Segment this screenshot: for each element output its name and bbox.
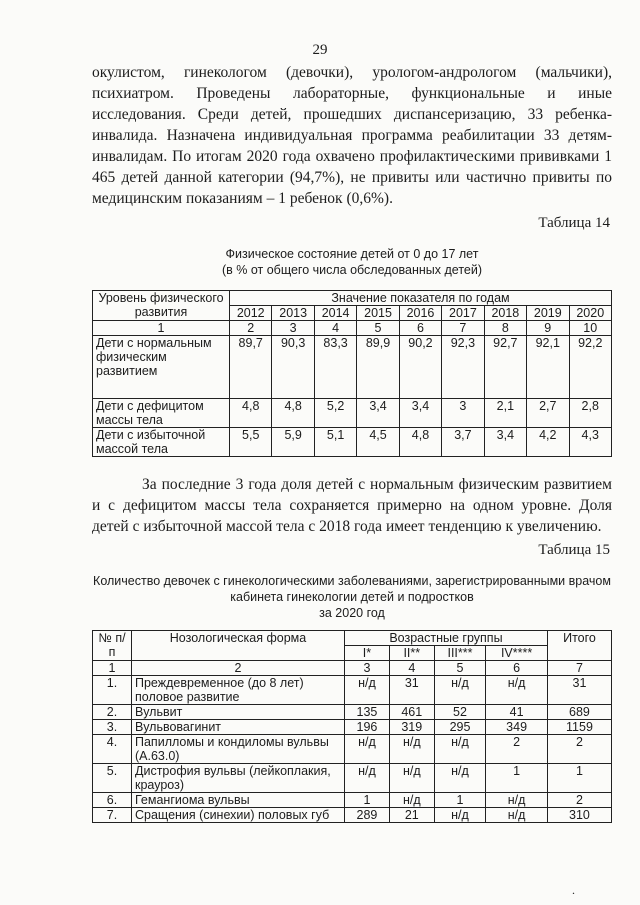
- col-number: 10: [569, 321, 612, 336]
- value-cell: 4,3: [569, 428, 612, 457]
- value-cell: н/д: [389, 793, 434, 808]
- value-cell: н/д: [434, 808, 486, 823]
- value-cell: 92,2: [569, 336, 612, 399]
- value-cell: н/д: [389, 735, 434, 764]
- table-row: [93, 793, 612, 808]
- value-cell: 2: [486, 735, 548, 764]
- row-number: 5.: [93, 764, 132, 793]
- col-number: 2: [132, 661, 345, 676]
- value-cell: 90,3: [272, 336, 314, 399]
- value-cell: н/д: [434, 764, 486, 793]
- year-cell: 2019: [527, 306, 569, 321]
- value-cell: 310: [547, 808, 611, 823]
- value-cell: 319: [389, 720, 434, 735]
- col-number: 1: [93, 661, 132, 676]
- table-row: [93, 676, 612, 705]
- row-number: 1.: [93, 676, 132, 705]
- value-cell: 2,7: [527, 399, 569, 428]
- col-number: 3: [345, 661, 390, 676]
- row-form: Папилломы и кондиломы вульвы (А.63.0): [132, 735, 345, 764]
- year-cell: 2013: [272, 306, 314, 321]
- table-14-colnum-row: [93, 321, 612, 336]
- age-group-cell: IV****: [486, 646, 548, 661]
- col-number: 7: [547, 661, 611, 676]
- value-cell: 4,2: [527, 428, 569, 457]
- table-14: [92, 290, 612, 457]
- value-cell: 289: [345, 808, 390, 823]
- row-label: Дети с избыточной массой тела: [93, 428, 230, 457]
- row-label: Дети с дефицитом массы тела: [93, 399, 230, 428]
- table-row: [93, 399, 612, 428]
- value-cell: 5,5: [230, 428, 272, 457]
- value-cell: н/д: [486, 676, 548, 705]
- value-cell: 92,3: [442, 336, 484, 399]
- value-cell: 31: [547, 676, 611, 705]
- col-number: 6: [399, 321, 441, 336]
- value-cell: 461: [389, 705, 434, 720]
- table-row: [93, 336, 612, 399]
- table-15-title-line-1: Количество девочек с гинекологическими заболеваниями, зарегистрированными врачом: [93, 574, 611, 588]
- table-14-title-line-2: (в % от общего числа обследованных детей): [221, 263, 483, 277]
- value-cell: 52: [434, 705, 486, 720]
- year-cell: 2015: [357, 306, 399, 321]
- row-form: Дистрофия вульвы (лейкоплакия, крауроз): [132, 764, 345, 793]
- row-form: Преждевременное (до 8 лет) половое развитие: [132, 676, 345, 705]
- year-cell: 2017: [442, 306, 484, 321]
- value-cell: 2: [547, 735, 611, 764]
- value-cell: 89,9: [357, 336, 399, 399]
- value-cell: 21: [389, 808, 434, 823]
- value-cell: 135: [345, 705, 390, 720]
- header-level: Уровень физического развития: [93, 291, 230, 321]
- table-15: [92, 630, 612, 823]
- row-form: Гемангиома вульвы: [132, 793, 345, 808]
- age-group-cell: III***: [434, 646, 486, 661]
- table-row: [93, 764, 612, 793]
- table-15-title: [92, 573, 612, 621]
- row-number: 7.: [93, 808, 132, 823]
- value-cell: 3: [442, 399, 484, 428]
- table-row: [93, 428, 612, 457]
- value-cell: 689: [547, 705, 611, 720]
- row-number: 2.: [93, 705, 132, 720]
- col-number: 4: [314, 321, 356, 336]
- value-cell: 92,1: [527, 336, 569, 399]
- value-cell: 4,8: [399, 428, 441, 457]
- value-cell: н/д: [389, 764, 434, 793]
- value-cell: 1: [434, 793, 486, 808]
- value-cell: 2,8: [569, 399, 612, 428]
- value-cell: 2: [547, 793, 611, 808]
- table-15-title-line-3: за 2020 год: [319, 606, 385, 620]
- value-cell: н/д: [345, 735, 390, 764]
- table-row: [93, 735, 612, 764]
- header-form: Нозологическая форма: [132, 631, 345, 661]
- value-cell: 4,5: [357, 428, 399, 457]
- value-cell: 41: [486, 705, 548, 720]
- value-cell: 349: [486, 720, 548, 735]
- value-cell: 31: [389, 676, 434, 705]
- col-number: 2: [230, 321, 272, 336]
- row-number: 4.: [93, 735, 132, 764]
- col-number: 1: [93, 321, 230, 336]
- value-cell: н/д: [486, 793, 548, 808]
- value-cell: 4,8: [272, 399, 314, 428]
- header-num: № п/п: [93, 631, 132, 661]
- age-group-cell: II**: [389, 646, 434, 661]
- header-age-groups: Возрастные группы: [345, 631, 548, 646]
- value-cell: 1159: [547, 720, 611, 735]
- page-number: 29: [312, 42, 328, 58]
- value-cell: 4,8: [230, 399, 272, 428]
- col-number: 5: [434, 661, 486, 676]
- col-number: 3: [272, 321, 314, 336]
- value-cell: 3,7: [442, 428, 484, 457]
- table-15-header-row: [93, 631, 612, 646]
- age-group-cell: I*: [345, 646, 390, 661]
- year-cell: 2016: [399, 306, 441, 321]
- header-values-by-year: Значение показателя по годам: [230, 291, 612, 306]
- table-15-title-line-2: кабинета гинекологии детей и подростков: [230, 590, 474, 604]
- year-cell: 2012: [230, 306, 272, 321]
- year-cell: 2014: [314, 306, 356, 321]
- row-form: Вульвовагинит: [132, 720, 345, 735]
- value-cell: 5,9: [272, 428, 314, 457]
- col-number: 4: [389, 661, 434, 676]
- value-cell: 295: [434, 720, 486, 735]
- year-cell: 2018: [484, 306, 526, 321]
- paragraph-1: окулистом, гинекологом (девочки), урологом-андрологом (мальчики), психиатром. Проведены лабораторные, функциональные и иные исследования. Среди детей, прошедших диспансеризацию, 33 ребенка-инвалида. Назначена индивидуальная программа реабилитации 33 детям-инвалидам. По итогам 2020 года охвачено профилактическими прививками 1 465 детей данной категории (94,7%), не привиты или частично привиты по медицинским показаниям – 1 ребенок (0,6%).: [92, 64, 612, 207]
- col-number: 5: [357, 321, 399, 336]
- table-14-label: Таблица 14: [538, 215, 610, 231]
- table-row: [93, 808, 612, 823]
- col-number: 7: [442, 321, 484, 336]
- value-cell: 3,4: [399, 399, 441, 428]
- footer-mark: .: [572, 883, 575, 897]
- value-cell: 2,1: [484, 399, 526, 428]
- year-cell: 2020: [569, 306, 612, 321]
- value-cell: 1: [486, 764, 548, 793]
- table-15-label: Таблица 15: [538, 542, 610, 558]
- value-cell: 92,7: [484, 336, 526, 399]
- table-row: [93, 705, 612, 720]
- table-14-title-line-1: Физическое состояние детей от 0 до 17 лет: [225, 247, 479, 261]
- table-14-header-row: [93, 291, 612, 306]
- row-form: Сращения (синехии) половых губ: [132, 808, 345, 823]
- row-form: Вульвит: [132, 705, 345, 720]
- value-cell: 90,2: [399, 336, 441, 399]
- table-row: [93, 720, 612, 735]
- value-cell: 3,4: [357, 399, 399, 428]
- col-number: 8: [484, 321, 526, 336]
- value-cell: 89,7: [230, 336, 272, 399]
- col-number: 6: [486, 661, 548, 676]
- value-cell: 196: [345, 720, 390, 735]
- paragraph-2: За последние 3 года доля детей с нормальным физическим развитием и с дефицитом массы тела сохраняется примерно на одном уровне. Доля детей с избыточной массой тела с 2018 года имеет тенденцию к увеличению.: [92, 476, 612, 535]
- value-cell: 1: [547, 764, 611, 793]
- value-cell: н/д: [486, 808, 548, 823]
- value-cell: н/д: [345, 676, 390, 705]
- row-number: 3.: [93, 720, 132, 735]
- header-total: Итого: [547, 631, 611, 661]
- value-cell: 3,4: [484, 428, 526, 457]
- value-cell: н/д: [434, 676, 486, 705]
- value-cell: 1: [345, 793, 390, 808]
- value-cell: 5,1: [314, 428, 356, 457]
- value-cell: 83,3: [314, 336, 356, 399]
- table-14-title: [92, 246, 612, 278]
- value-cell: 5,2: [314, 399, 356, 428]
- row-label: Дети с нормальным физическим развитием: [93, 336, 230, 399]
- table-15-colnum-row: [93, 661, 612, 676]
- col-number: 9: [527, 321, 569, 336]
- value-cell: н/д: [434, 735, 486, 764]
- row-number: 6.: [93, 793, 132, 808]
- value-cell: н/д: [345, 764, 390, 793]
